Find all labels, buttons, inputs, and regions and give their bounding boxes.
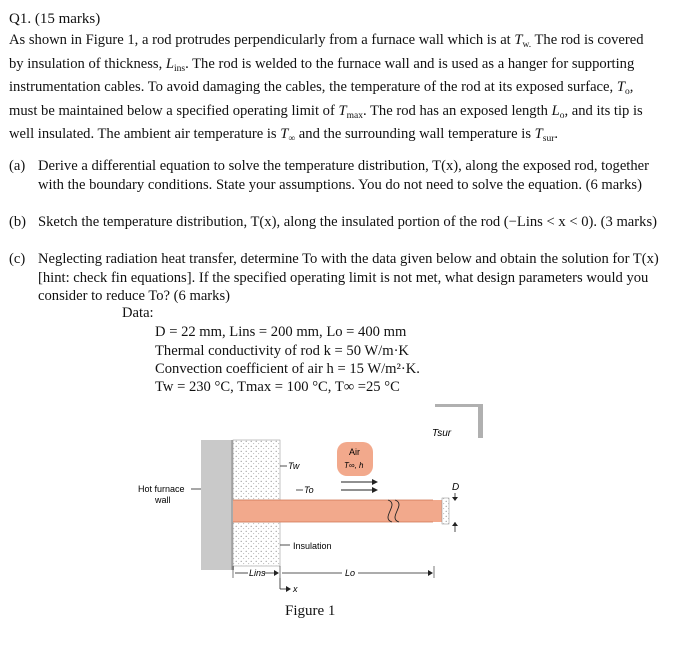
part-text: Neglecting radiation heat transfer, determine To with the data given below and obtain the solution for T(x) [hint: check fin equations]. If the specified operating limit is not met, what design parameters would you consider to reduce To? (6 marks) <box>38 251 659 305</box>
intro-text: , and its tip is well insulated. The ambient air temperature is <box>9 102 643 143</box>
surroundings-wall-top <box>435 404 483 407</box>
air-flow-arrowhead <box>372 479 378 485</box>
tip-insulation <box>442 498 449 524</box>
data-line-2: Thermal conductivity of rod k = 50 W/m·K <box>155 343 409 359</box>
furnace-wall <box>201 440 233 570</box>
air-props-label: T∞, h <box>344 461 364 470</box>
intro-text: , must be maintained below a specified operating limit of <box>9 79 634 119</box>
symbol: T <box>514 32 523 48</box>
d-label: D <box>452 482 460 493</box>
symbol: T <box>534 126 543 143</box>
hot-wall-label-1: Hot furnace <box>138 484 185 494</box>
symbol: L <box>551 102 560 119</box>
figure-caption: Figure 1 <box>285 603 336 619</box>
symbol: L <box>165 55 174 72</box>
air-flow-arrowhead <box>372 487 378 493</box>
tw-label: Tw <box>288 461 300 471</box>
intro-text: The rod is covered by insulation of thickness, <box>9 32 644 72</box>
part-text: Derive a differential equation to solve the temperature distribution, T(x), along the exposed rod, together with the boundary conditions. State your assumptions. You do not need to solve the equation. (6 marks) <box>38 158 649 193</box>
symbol: T <box>616 79 625 96</box>
part-label: (b) <box>9 214 27 230</box>
insulation-bottom <box>233 522 280 566</box>
question-marks: (15 marks) <box>34 11 101 27</box>
tsur-label: Tsur <box>432 428 452 439</box>
rod-exposed <box>233 500 433 522</box>
d-arrowhead-top <box>452 497 458 501</box>
hot-wall-label-2: wall <box>155 495 171 505</box>
rod-tip <box>433 500 442 522</box>
intro-text: and the surrounding wall temperature is <box>295 126 535 143</box>
subscript: max <box>346 110 363 121</box>
symbol: T <box>280 126 289 143</box>
data-heading: Data: <box>122 305 154 321</box>
x-axis-label: x <box>293 584 298 594</box>
insulation-label: Insulation <box>293 541 332 551</box>
part-label: (c) <box>9 251 26 267</box>
air-label: Air <box>349 447 360 457</box>
d-arrowhead-bottom <box>452 522 458 526</box>
subscript: w. <box>522 40 532 50</box>
intro-text: As shown in Figure 1, a rod protrudes perpendicularly from a furnace wall which is at <box>9 32 515 48</box>
subscript: o <box>559 110 565 121</box>
lins-label: Lins <box>249 568 266 578</box>
surroundings-wall <box>478 404 483 438</box>
symbol: T <box>338 102 347 119</box>
intro-text: . The rod has an exposed length <box>362 102 552 119</box>
subscript: ∞ <box>288 134 296 145</box>
part-label: (a) <box>9 158 26 174</box>
subscript: ins <box>174 63 186 74</box>
data-line-1: D = 22 mm, Lins = 200 mm, Lo = 400 mm <box>155 324 407 340</box>
subscript: o <box>624 87 630 98</box>
data-line-3: Convection coefficient of air h = 15 W/m²·K. <box>155 361 420 377</box>
subscript: sur <box>542 134 555 145</box>
part-text: Sketch the temperature distribution, T(x), along the insulated portion of the rod (−Lins < x < 0). (3 marks) <box>38 214 657 230</box>
lins-arrowhead <box>274 570 279 576</box>
to-label: To <box>304 485 314 495</box>
lo-arrowhead <box>428 570 433 576</box>
question-number: Q1. <box>9 11 32 27</box>
intro-text: . The rod is welded to the furnace wall and is used as a hanger for supporting instrumentation cables. To avoid damaging the cables, the temperature of the rod at its exposed surface, <box>9 55 635 96</box>
insulation-top <box>233 440 280 500</box>
data-line-4: Tw = 230 °C, Tmax = 100 °C, T∞ =25 °C <box>155 379 400 395</box>
lo-label: Lo <box>345 568 356 578</box>
x-axis-arrowhead <box>286 586 291 592</box>
intro-text: . <box>554 126 559 143</box>
